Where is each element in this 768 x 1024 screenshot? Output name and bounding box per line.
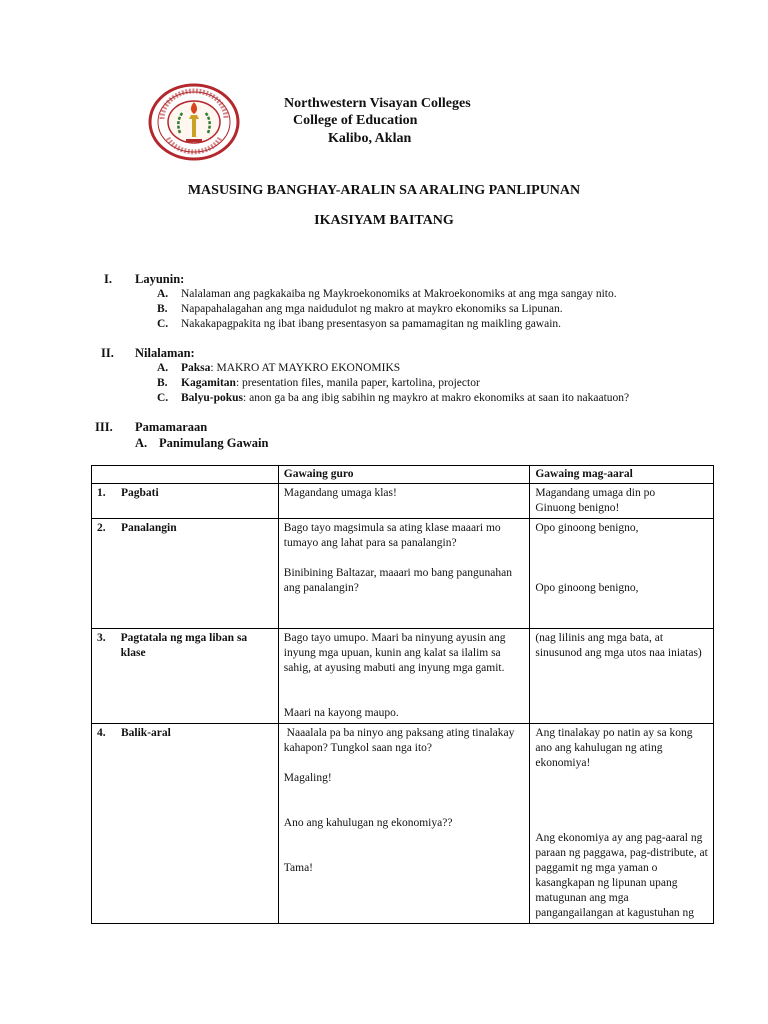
- section-3-number: III.: [95, 420, 113, 434]
- row-number: 2.: [97, 522, 106, 534]
- subsection-a-letter: A.: [135, 436, 148, 450]
- objective-b-letter: B.: [157, 303, 168, 315]
- row-title: Pagtatala ng mga liban sa klase: [120, 632, 248, 659]
- table-row: [92, 724, 714, 924]
- section-1-number: I.: [104, 272, 112, 286]
- table-row: [92, 519, 714, 629]
- table-header-row: [92, 466, 714, 484]
- section-3-title: Pamamaraan: [135, 420, 208, 434]
- institution-name: Northwestern Visayan Colleges: [284, 96, 471, 111]
- row-label-cell: [92, 519, 279, 629]
- content-a-letter: A.: [157, 362, 169, 374]
- objective-b: [157, 303, 563, 315]
- row-title: Panalangin: [121, 522, 177, 534]
- header-student-activity: Gawaing mag-aaral: [530, 466, 714, 484]
- row-title: Pagbati: [121, 487, 159, 499]
- section-2-number: II.: [101, 346, 114, 360]
- grade-level-title: IKASIYAM BAITANG: [314, 213, 454, 228]
- header-blank-cell: [92, 466, 279, 484]
- subsection-a-title: Panimulang Gawain: [159, 436, 269, 450]
- section-1-title: Layunin:: [135, 272, 185, 286]
- content-c-text: : anon ga ba ang ibig sabihin ng maykro at makro ekonomiks at saan ito nakaatuon?: [243, 392, 630, 404]
- row-label: [97, 726, 273, 741]
- row-number: 1.: [97, 487, 106, 499]
- row-label-cell: [92, 484, 279, 519]
- row-label: [97, 521, 273, 536]
- teacher-activity-cell: Magandang umaga klas!: [278, 484, 530, 519]
- student-activity-cell: Ang tinalakay po natin ay sa kong ano ang kahulugan ng ating ekonomiya! Ang ekonomiya ay ang pag-aaral ng paraan ng paggawa, pag-distribute, at paggamit ng mga yaman o kasangkapan ng lipunan upang matugunan ang mga pangangailangan at kagustuhan ng: [530, 724, 714, 924]
- teacher-activity-cell: Naaalala pa ba ninyo ang paksang ating tinalakay kahapon? Tungkol saan nga ito? Magaling! Ano ang kahulugan ng ekonomiya?? Tama!: [278, 724, 530, 924]
- teacher-activity-cell: Bago tayo magsimula sa ating klase maaari mo tumayo ang lahat para sa panalangin? Binibining Baltazar, maaari mo bang pangunahan ang panalangin?: [278, 519, 530, 629]
- content-b-letter: B.: [157, 377, 168, 389]
- content-a: [157, 362, 400, 374]
- college-name: College of Education: [293, 113, 418, 128]
- objective-a: [157, 288, 617, 300]
- student-activity-cell: (nag lilinis ang mga bata, at sinusunod ang mga utos naa iniatas): [530, 629, 714, 724]
- objective-b-text: Napapahalagahan ang mga naidudulot ng makro at maykro ekonomiks sa Lipunan.: [181, 303, 563, 315]
- row-label: [97, 631, 273, 661]
- objective-c: [157, 318, 561, 330]
- row-label-cell: [92, 724, 279, 924]
- content-c-label: Balyu-pokus: [181, 392, 244, 404]
- subsection-a: [135, 436, 268, 451]
- objective-c-text: Nakakapagpakita ng ibat ibang presentasyon sa pamamagitan ng maikling gawain.: [181, 318, 562, 330]
- table-row: [92, 484, 714, 519]
- lesson-activities-table: [91, 465, 714, 924]
- content-a-label: Paksa: [181, 362, 211, 374]
- lesson-plan-title: MASUSING BANGHAY-ARALIN SA ARALING PANLIPUNAN: [187, 183, 581, 198]
- table-row: [92, 629, 714, 724]
- content-b: [157, 377, 480, 389]
- row-number: 4.: [97, 727, 106, 739]
- row-label-cell: [92, 629, 279, 724]
- content-b-text: : presentation files, manila paper, kartolina, projector: [235, 377, 480, 389]
- section-2-title: Nilalaman:: [135, 346, 195, 360]
- teacher-activity-cell: Bago tayo umupo. Maari ba ninyung ayusin ang inyung mga upuan, kunin ang kalat sa ilalim sa sahig, at ayusing mabuti ang inyung mga gamit. Maari na kayong maupo.: [278, 629, 530, 724]
- content-c-letter: C.: [157, 392, 169, 404]
- institution-location: Kalibo, Aklan: [328, 131, 412, 146]
- header-teacher-activity: Gawaing guro: [278, 466, 530, 484]
- student-activity-cell: Magandang umaga din po Ginuong benigno!: [530, 484, 714, 519]
- school-seal-logo: [148, 83, 240, 161]
- objective-a-letter: A.: [157, 288, 169, 300]
- objective-c-letter: C.: [157, 318, 169, 330]
- student-activity-cell: Opo ginoong benigno, Opo ginoong benigno,: [530, 519, 714, 629]
- content-b-label: Kagamitan: [181, 377, 236, 389]
- content-c: [157, 392, 629, 404]
- objective-a-text: Nalalaman ang pagkakaiba ng Maykroekonomiks at Makroekonomiks at ang mga sangay nito.: [181, 288, 617, 300]
- row-title: Balik-aral: [121, 727, 171, 739]
- content-a-text: : MAKRO AT MAYKRO EKONOMIKS: [210, 362, 401, 374]
- row-number: 3.: [97, 632, 106, 644]
- row-label: [97, 486, 273, 501]
